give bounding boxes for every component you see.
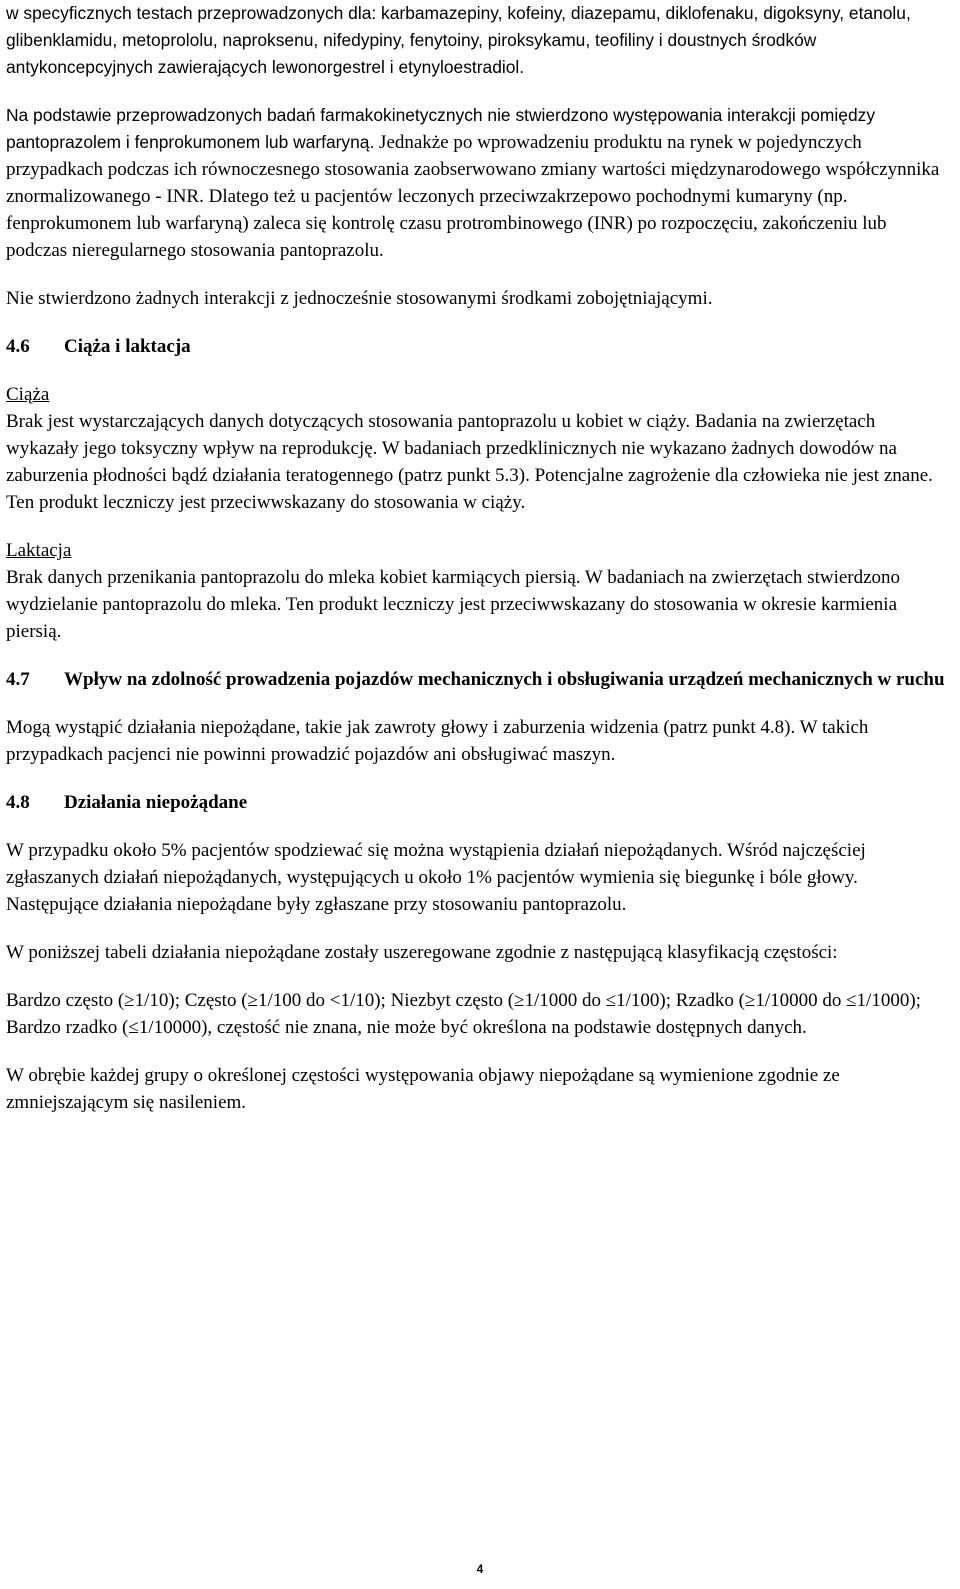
paragraph-anticoagulants-sans: Na podstawie przeprowadzonych badań farmakokinetycznych nie stwierdzono występowania interakcji pomiędzy pantoprazolem i fenprokumonem lub warfaryną.: [6, 105, 876, 152]
paragraph-anticoagulants-serif: Jednakże po wprowadzeniu produktu na rynek w pojedynczych przypadkach podczas ich równoczesnego stosowania zaobserwowano zmiany wartości międzynarodowego współczynnika znormalizowanego - INR. Dlatego też u pacjentów leczonych przeciwzakrzepowo pochodnymi kumaryny (np. fenprokumonem lub warfaryną) zaleca się kontrolę czasu protrombinowego (INR) po rozpoczęciu, zakończeniu lub podczas nieregularnego stosowania pantoprazolu.: [6, 132, 940, 261]
section-number: 4.7: [6, 669, 30, 690]
paragraph-antacids: Nie stwierdzono żadnych interakcji z jednocześnie stosowanymi środkami zobojętniającymi.: [6, 288, 713, 309]
section-number: 4.8: [6, 792, 30, 813]
paragraph-frequency-classes: Bardzo często (≥1/10); Często (≥1/100 do <1/10); Niezbyt często (≥1/1000 do ≤1/100); Rzadko (≥1/10000 do ≤1/1000); Bardzo rzadko (≤1/10000), częstość nie znana, nie może być określona na podstawie dostępnych danych.: [6, 990, 921, 1038]
subheading-pregnancy: Ciąża: [6, 384, 50, 405]
paragraph-adverse-overview: W przypadku około 5% pacjentów spodziewać się można wystąpienia działań niepożądanych. Wśród najczęściej zgłaszanych działań niepożądanych, występujących u około 1% pacjentów wymienia się biegunkę i bóle głowy. Następujące działania niepożądane były zgłaszane przy stosowaniu pantoprazolu.: [6, 840, 866, 915]
paragraph-frequency-intro: W poniższej tabeli działania niepożądane zostały uszeregowane zgodnie z następującą klasyfikacją częstości:: [6, 942, 838, 963]
section-title: Wpływ na zdolność prowadzenia pojazdów mechanicznych i obsługiwania urządzeń mechanicznych w ruchu: [64, 669, 945, 690]
section-number: 4.6: [6, 336, 30, 357]
paragraph-pregnancy: Brak jest wystarczających danych dotyczących stosowania pantoprazolu u kobiet w ciąży. Badania na zwierzętach wykazały jego toksyczny wpływ na reprodukcję. W badaniach przedklinicznych nie wykazano żadnych dowodów na zaburzenia płodności bądź działania teratogennego (patrz punkt 5.3). Potencjalne zagrożenie dla człowieka nie jest znane. Ten produkt leczniczy jest przeciwwskazany do stosowania w ciąży.: [6, 411, 933, 513]
subheading-lactation: Laktacja: [6, 540, 72, 561]
section-title: Działania niepożądane: [64, 792, 248, 813]
paragraph-driving: Mogą wystąpić działania niepożądane, takie jak zawroty głowy i zaburzenia widzenia (patrz punkt 4.8). W takich przypadkach pacjenci nie powinni prowadzić pojazdów ani obsługiwać maszyn.: [6, 717, 869, 765]
paragraph-severity-order: W obrębie każdej grupy o określonej częstości występowania objawy niepożądane są wymienione zgodnie ze zmniejszającym się nasileniem.: [6, 1065, 840, 1113]
paragraph-anticoagulants: [6, 102, 950, 264]
section-heading-4-6: [6, 333, 950, 360]
section-heading-4-8: [6, 789, 950, 816]
document-page: [6, 0, 950, 1116]
section-heading-4-7: [6, 666, 950, 693]
paragraph-interaction-tests: w specyficznych testach przeprowadzonych dla: karbamazepiny, kofeiny, diazepamu, diklofenaku, digoksyny, etanolu, glibenklamidu, metoprololu, naproksenu, nifedypiny, fenytoiny, piroksykamu, teofiliny i doustnych środków antykoncepcyjnych zawierających lewonorgestrel i etynyloestradiol.: [6, 3, 911, 77]
page-number: 4: [476, 1562, 484, 1576]
section-title: Ciąża i laktacja: [64, 336, 191, 357]
paragraph-lactation: Brak danych przenikania pantoprazolu do mleka kobiet karmiących piersią. W badaniach na zwierzętach stwierdzono wydzielanie pantoprazolu do mleka. Ten produkt leczniczy jest przeciwwskazany do stosowania w okresie karmienia piersią.: [6, 567, 901, 642]
